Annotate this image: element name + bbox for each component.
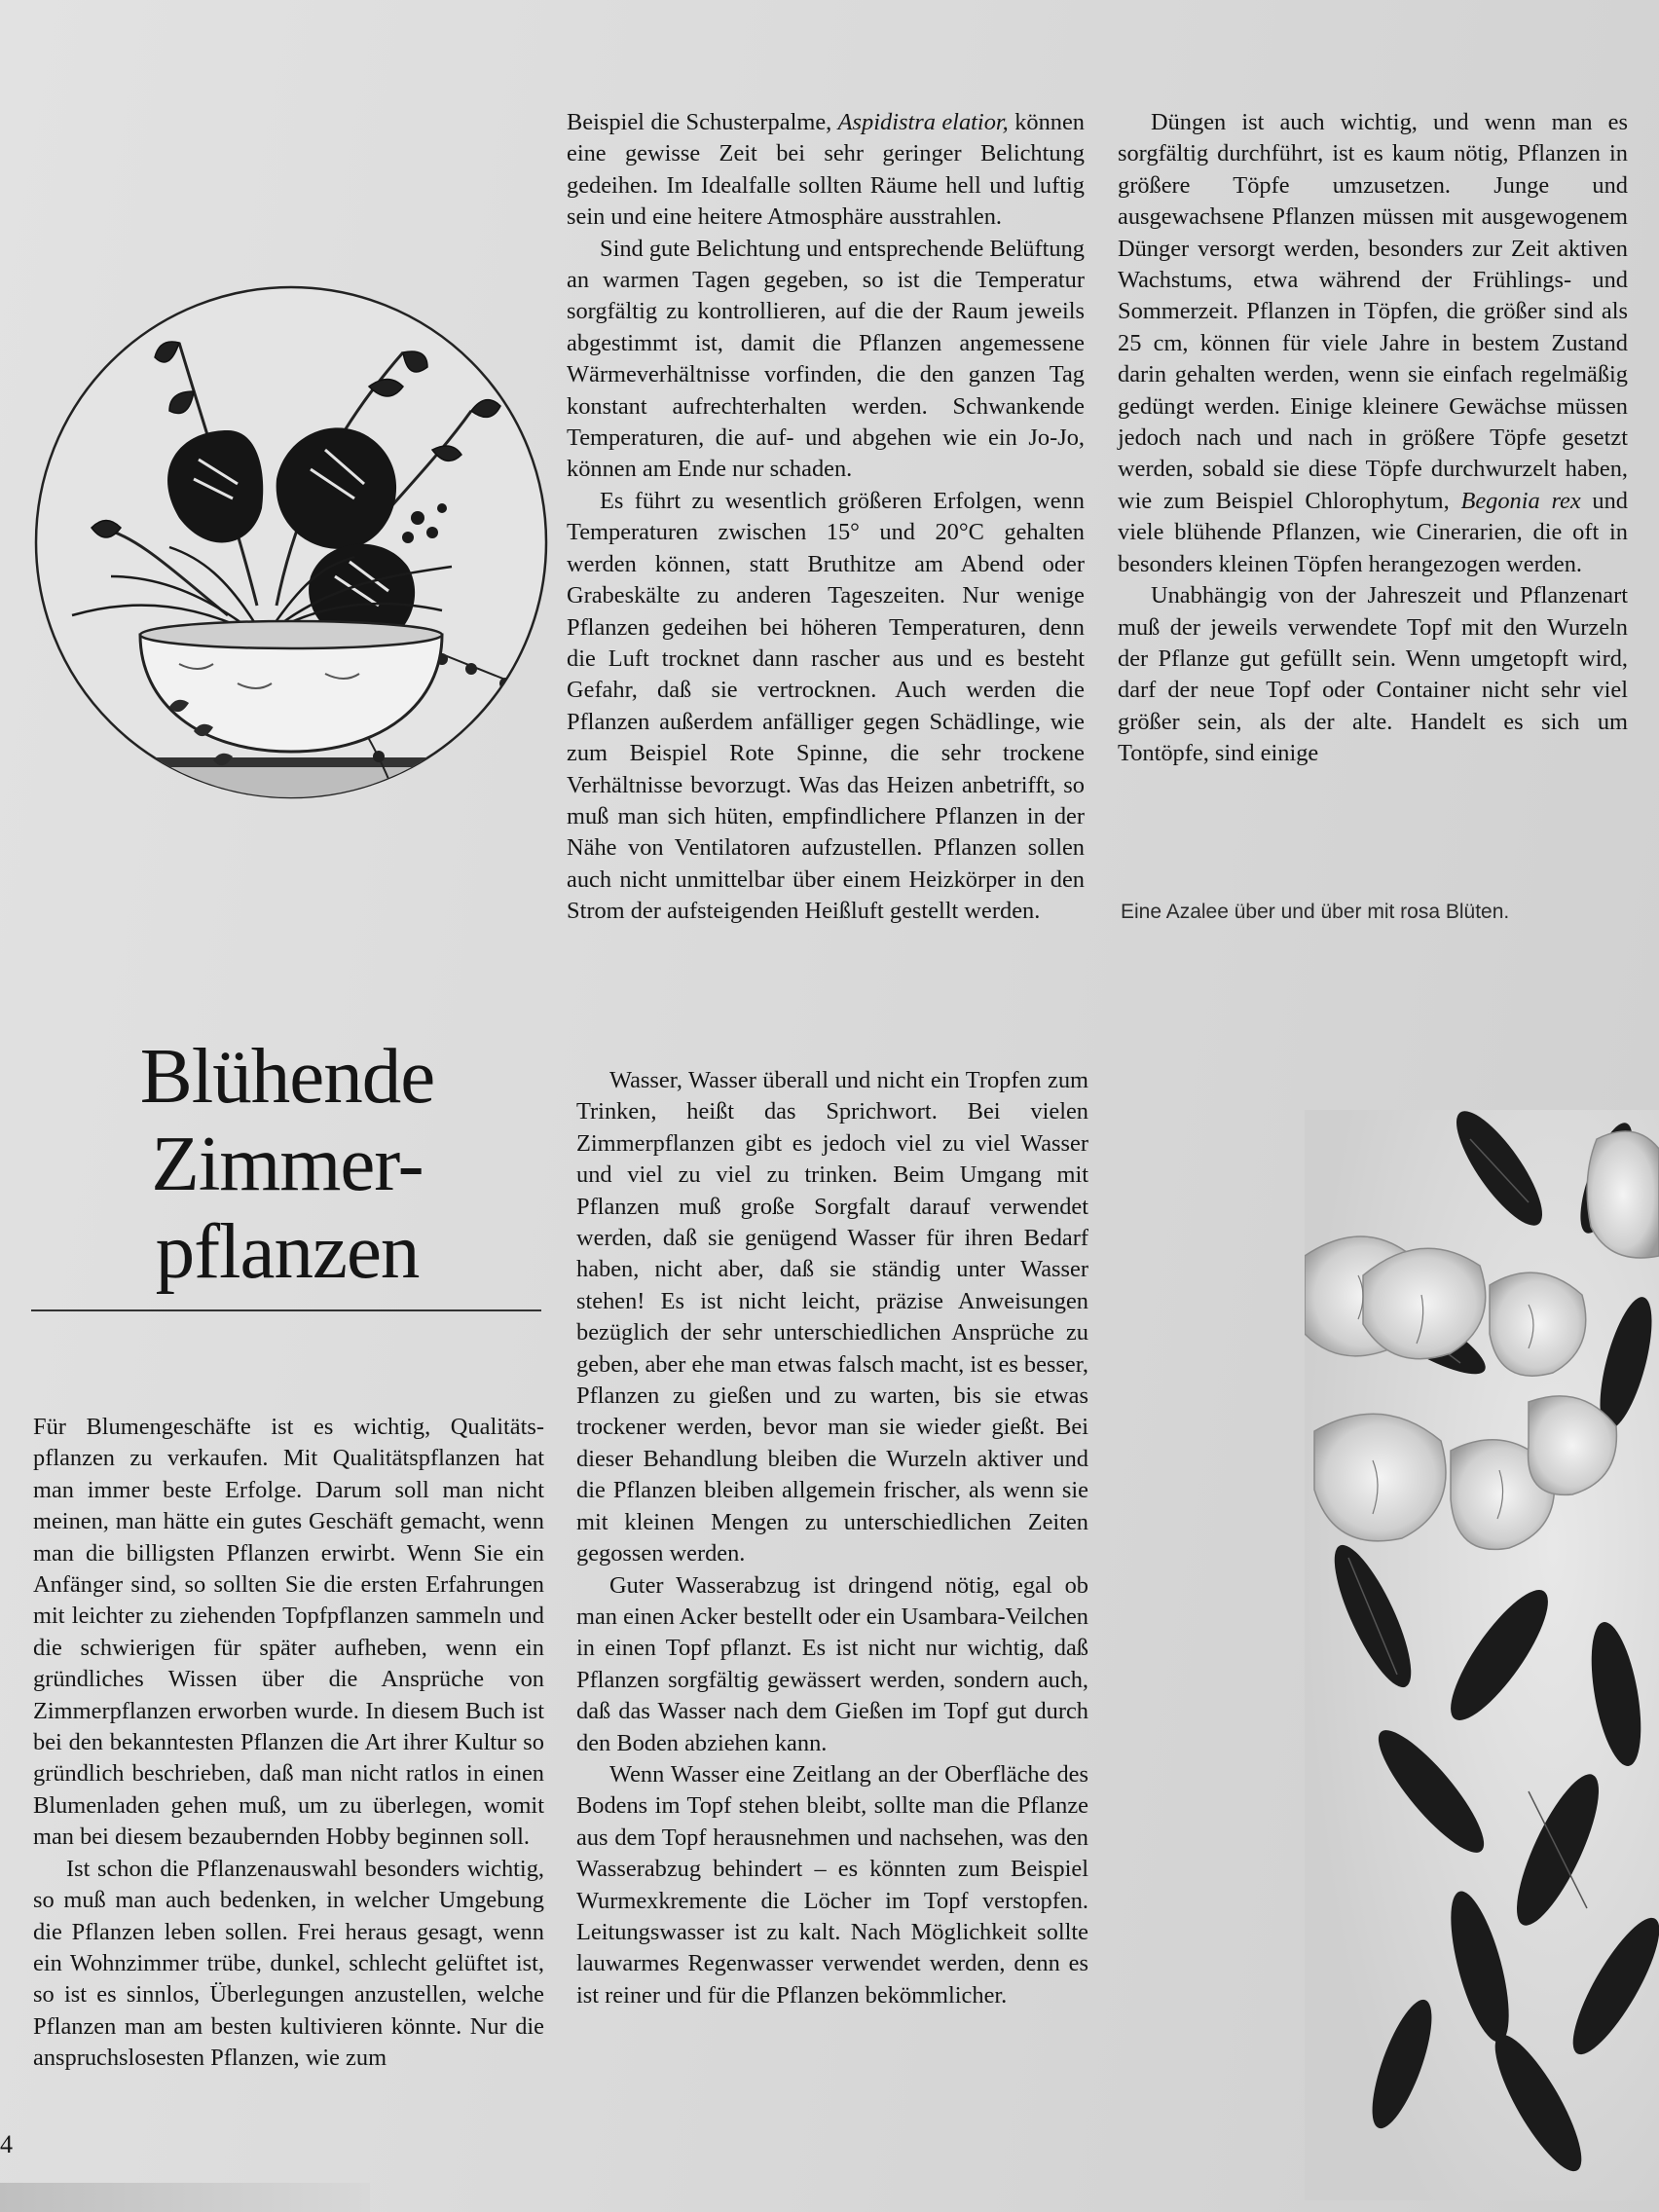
italic-plant-name: Begonia rex — [1460, 487, 1581, 514]
photo-caption: Eine Azalee über und über mit rosa Blüten. — [1121, 901, 1510, 923]
right-text-column — [1118, 107, 1628, 770]
paragraph — [567, 107, 1085, 234]
page-title — [58, 1032, 516, 1295]
plant-bowl-illustration — [33, 284, 549, 830]
paragraph: Für Blumengeschäfte ist es wichtig, Qualitätspflanzen zu verkaufen. Mit Qualitätspflanzen hat man immer beste Erfolge. Darum soll man nicht meinen, man hätte ein gutes Geschäft gemacht, wenn man die billigsten Pflanzen erwirbt. Wenn Sie ein Anfänger sind, so sollten Sie die ersten Erfahrungen mit leichter zu ziehenden Topfpflanzen sammeln und die schwierigen für später aufheben, wenn ein gründliches Wissen über die Ansprüche von Zimmerpflanzen erworben wurde. In diesem Buch ist bei den bekanntesten Pflanzen die Art ihrer Kultur so gründlich beschrieben, daß man nicht ratlos in einen Blumenladen gehen muß, um zu überlegen, womit man bei diesem bezaubernden Hobby beginnen soll. — [33, 1414, 544, 1851]
text-run: und viele blühende Pflanzen, wie Cinerarien, die oft in besonders kleinen Töpfen herangezogen werden. — [1118, 487, 1628, 577]
text-run: können eine gewisse Zeit bei sehr geringer Belichtung gedeihen. Im Idealfalle sollten Räume hell und luftig sein und eine heitere Atmosphäre ausstrahlen. — [567, 109, 1086, 231]
paragraph: Guter Wasserabzug ist dringend nötig, egal ob man einen Acker bestellt oder ein Usambara-Veilchen in einen Topf pflanzt. Es ist nicht nur wichtig, daß Pflanzen sorgfältig gewässert werden, sondern auch, daß das Wasser nach dem Gießen im Topf gut durch den Boden abziehen kann. — [576, 1571, 1088, 1756]
paragraph — [1118, 107, 1628, 580]
middle-text-column — [567, 107, 1085, 928]
paragraph: Es führt zu wesentlich größeren Erfolgen, wenn Temperaturen zwischen 15° und 20°C gehalten werden können, statt Bruthitze am Abend oder Grabeskälte zu anderen Tageszeiten. Nur wenige Pflanzen gedeihen bei höheren Temperaturen, denn die Luft trocknet dann rascher aus und es besteht Gefahr, daß sie vertrocknen. Auch werden die Pflanzen außerdem anfälliger gegen Schädlinge, wie zum Beispiel Rote Spinne, die sehr trockene Verhältnisse bevorzugt. Was das Heizen anbetrifft, so muß man sich hüten, empfindlichere Pflanzen in der Nähe von Ventilatoren aufzustellen. Pflanzen sollen auch nicht unmittelbar über einem Heizkörper in den Strom der aufsteigenden Heißluft gestellt werden. — [567, 487, 1085, 925]
paragraph: Wenn Wasser eine Zeitlang an der Oberfläche des Bodens im Topf stehen bleibt, sollte man die Pflanze aus dem Topf herausnehmen und nachsehen, was den Wasserabzug behindert – es könnten zum Beispiel Wurmexkremente die Löcher im Topf verstopfen. Leitungswasser ist zu kalt. Nach Möglichkeit sollte lauwarmes Regenwasser verwendet werden, denn es ist reiner und für die Pflanzen bekömmlicher. — [576, 1760, 1088, 2009]
text-run: Beispiel die Schusterpalme, — [567, 109, 838, 135]
text-run: Düngen ist auch wichtig, und wenn man es sorgfältig durchführt, ist es kaum nötig, Pflanzen in größere Töpfe umzusetzen. Junge und ausgewachsene Pflanzen müssen mit ausgewogenem Dünger versorgt werden, besonders zur Zeit aktiven Wachstums, etwa während der Frühlings- und Sommerzeit. Pflanzen in Töpfen, die größer sind als 25 cm, können für viele Jahre in bestem Zustand darin gehalten werden, wenn sie einfach regelmäßig gedüngt werden. Einige kleinere Gewächse müssen jedoch nach und nach in größere Töpfe gesetzt werden, sobald sie diese Töpfe durchwurzelt haben, wie zum Beispiel Chlorophytum, — [1118, 109, 1628, 514]
title-line-2: Zimmer- — [151, 1120, 424, 1207]
italic-plant-name: Aspidistra elatior, — [837, 109, 1009, 135]
title-divider — [31, 1309, 541, 1311]
title-line-1: Blühende — [139, 1032, 435, 1120]
left-text-column — [33, 1412, 544, 2075]
paragraph: Ist schon die Pflanzenauswahl besonders wichtig, so muß man auch bedenken, in welcher Umgebung die Pflanzen leben sollen. Frei heraus gesagt, wenn ein Wohnzimmer trübe, dunkel, schlecht gelüftet ist, so ist es sinnlos, Überlegungen anzustellen, welche Pflanzen man am besten kultivieren könnte. Nur die anspruchslosesten Pflanzen, wie zum — [33, 1855, 544, 2072]
title-line-3: pflanzen — [155, 1207, 420, 1295]
paragraph: Unabhängig von der Jahreszeit und Pflanzenart muß der jeweils verwendete Topf mit den Wurzeln der Pflanze gut gefüllt sein. Wenn umgetopft wird, darf der neue Topf oder Container nicht sehr viel größer sein, als der alte. Handelt es sich um Tontöpfe, sind einige — [1118, 582, 1628, 767]
bottom-edge-strip — [0, 2183, 370, 2212]
paragraph: Sind gute Belichtung und entsprechende Belüftung an warmen Tagen gegeben, so ist die Temperatur sorgfältig zu kontrollieren, auf die der Raum jeweils abgestimmt ist, damit die Pflanzen angemessene Wärmeverhältnisse vorfinden, die den ganzen Tag konstant aufrechterhalten werden. Schwankende Temperaturen, die auf- und abgehen wie ein Jo-Jo, können am Ende nur schaden. — [567, 235, 1085, 483]
middle-lower-text-column — [576, 1065, 1088, 2011]
page-number: 4 — [0, 2130, 13, 2158]
paragraph: Wasser, Wasser überall und nicht ein Tropfen zum Trinken, heißt das Sprichwort. Bei vielen Zimmerpflanzen gibt es jedoch viel zu viel Wasser und viel zu viel zu trinken. Beim Umgang mit Pflanzen muß große Sorgfalt darauf verwendet werden, daß sie genügend Wasser für ihren Bedarf haben, nicht aber, daß sie ständig unter Wasser stehen! Es ist nicht leicht, präzise Anweisungen bezüglich der sehr unterschiedlichen Ansprüche zu geben, aber ehe man etwas falsch macht, ist es besser, Pflanzen zu gießen und zu warten, bis sie etwas trockener werden, bevor man sie wieder gießt. Bei dieser Behandlung bleiben die Wurzeln aktiver und die Pflanzen bleiben allgemein frischer, als wenn sie mit kleinen Mengen zu unterschiedlichen Zeiten gegossen werden. — [576, 1067, 1088, 1567]
azalea-photo — [1305, 1110, 1659, 2200]
